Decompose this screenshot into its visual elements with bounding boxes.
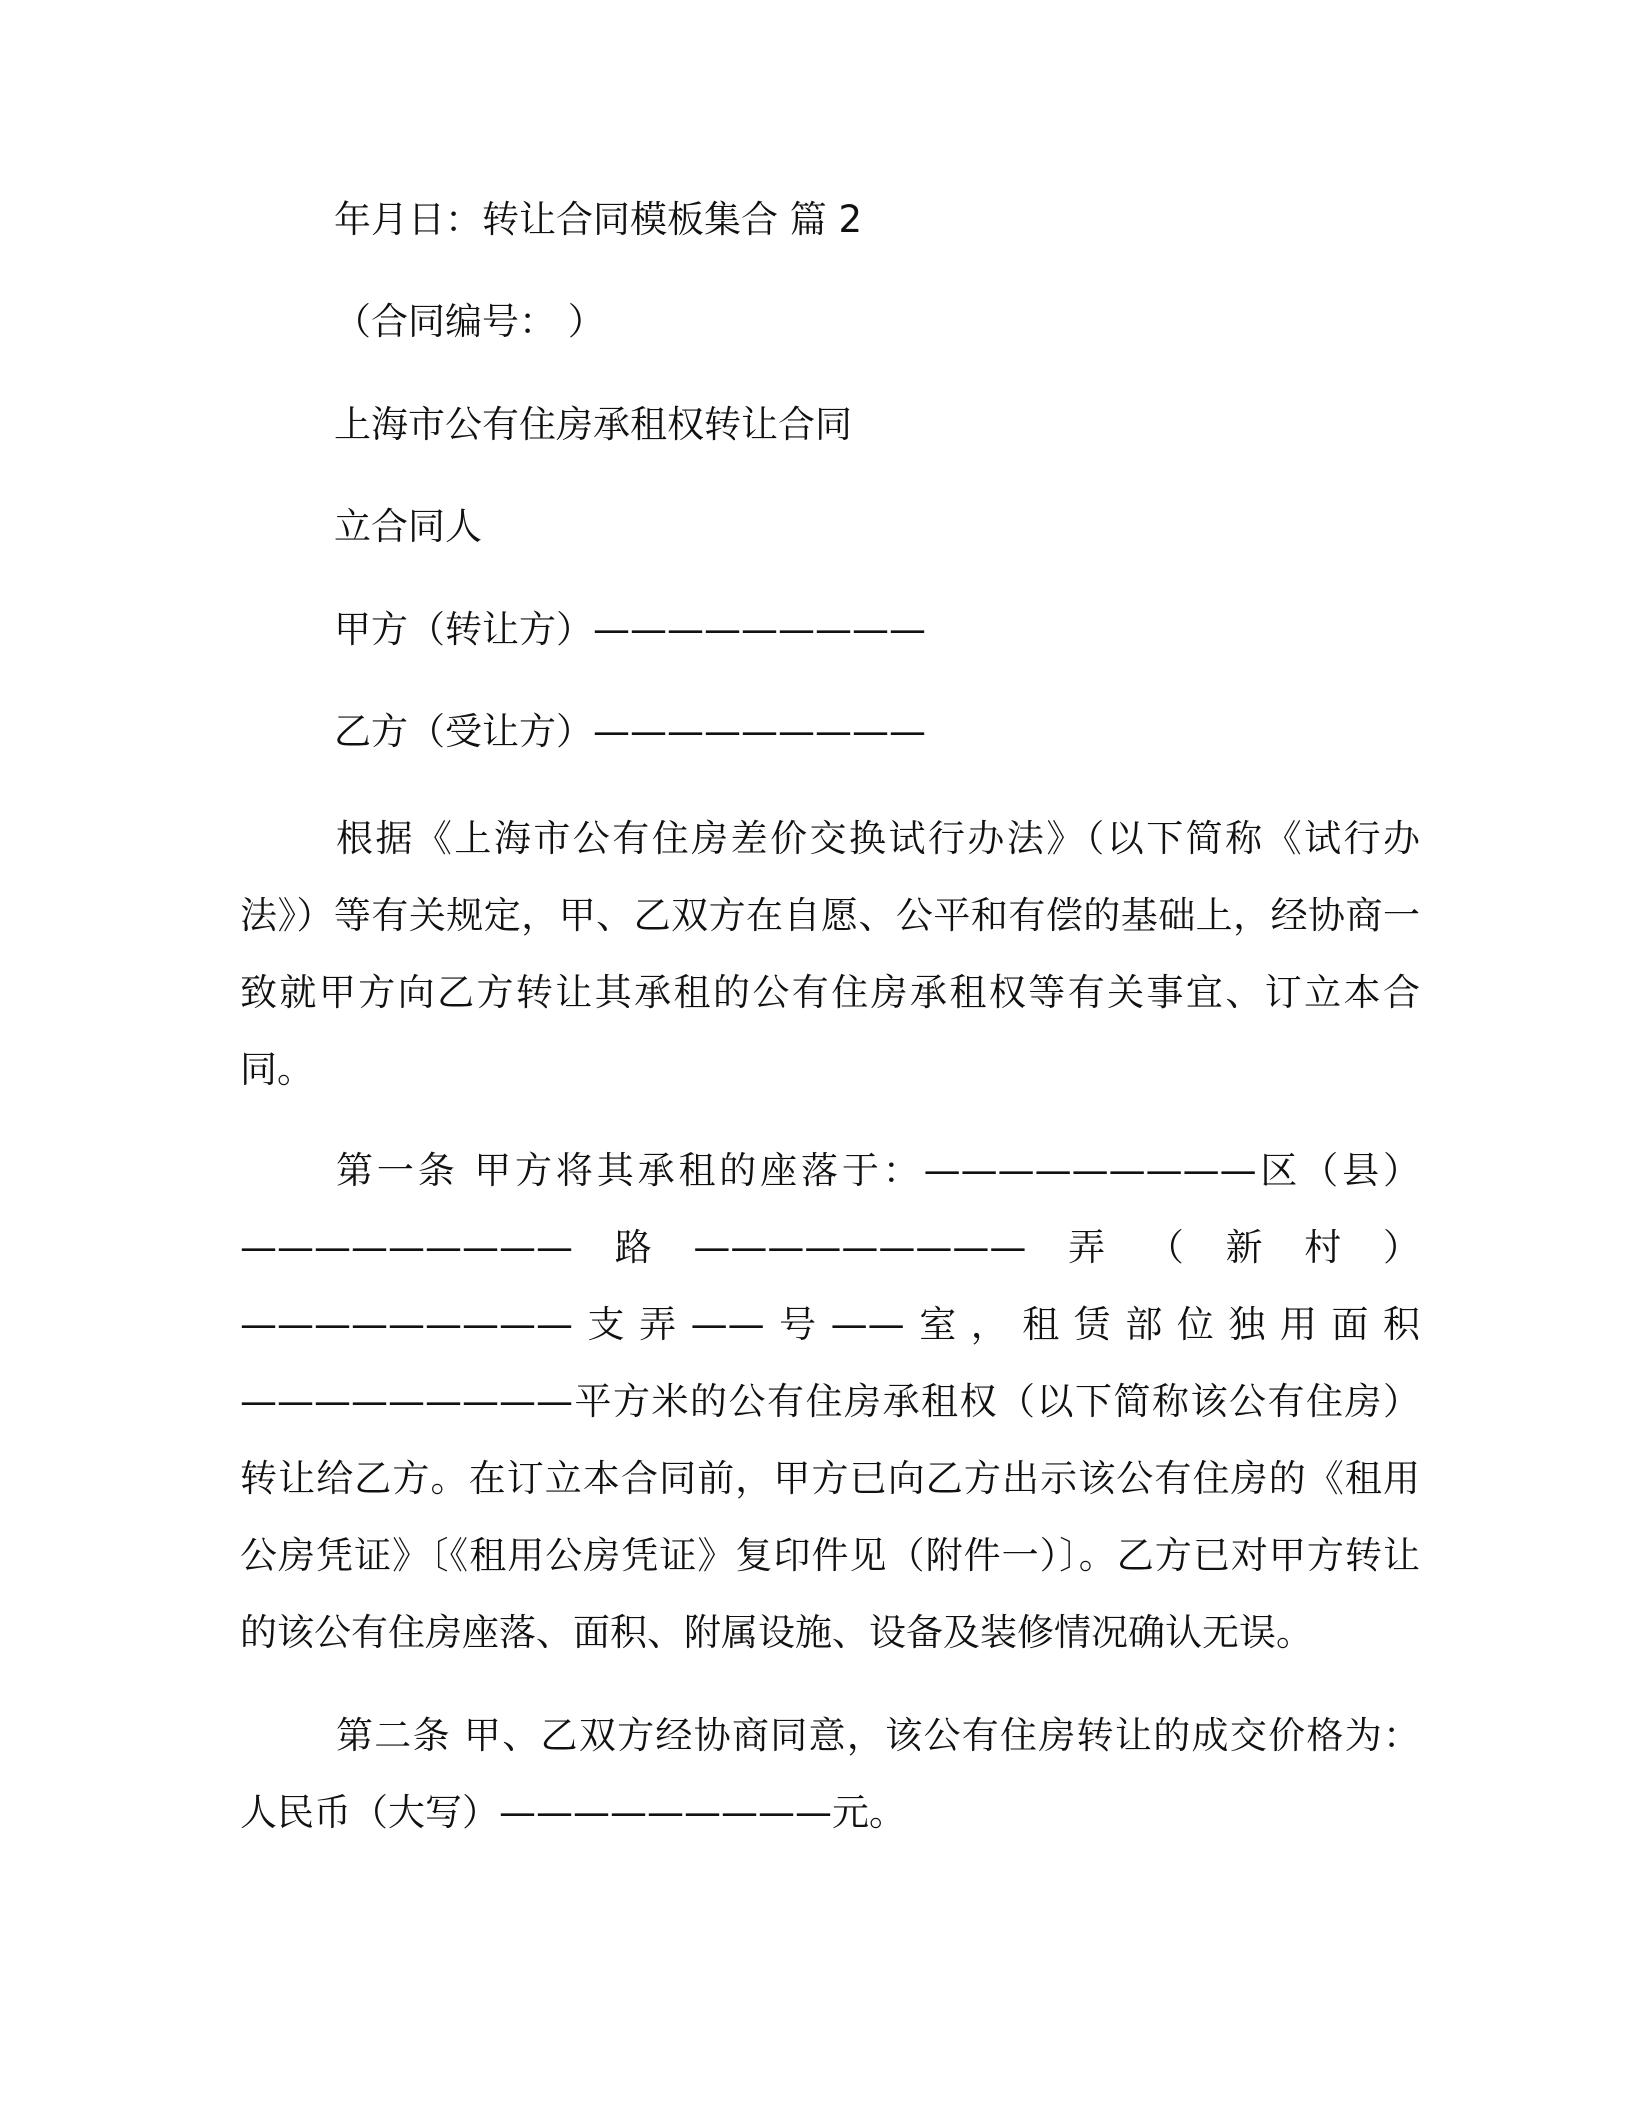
document-heading: 年月日：转让合同模板集合 篇 2 bbox=[334, 198, 863, 241]
contract-title: 上海市公有住房承租权转让合同 bbox=[334, 403, 852, 446]
party-a-line: 甲方（转让方）————————— bbox=[334, 608, 926, 651]
article-1-paragraph: 第一条 甲方将其承租的座落于：—————————区（县）—————————路—————————弄（新村）—————————支弄——号——室，租赁部位独用面积—————————平方米的公有住房承租权（以下简称该公有住房）转让给乙方。在订立本合同前，甲方已向乙方出示该公有住房的《租用公房凭证》〔《租用公房凭证》复印件见（附件一）〕。乙方已对甲方转让的该公有住房座落、面积、附属设施、设备及装修情况确认无误。 bbox=[240, 1149, 1420, 1654]
article-2-paragraph: 第二条 甲、乙双方经协商同意，该公有住房转让的成交价格为：人民币（大写）—————————元。 bbox=[240, 1714, 1420, 1834]
party-b-line: 乙方（受让方）————————— bbox=[334, 710, 926, 753]
parties-label: 立合同人 bbox=[334, 505, 482, 548]
contract-number: （合同编号： ） bbox=[334, 300, 605, 343]
preamble-paragraph: 根据《上海市公有住房差价交换试行办法》（以下简称《试行办法》）等有关规定，甲、乙双方在自愿、公平和有偿的基础上，经协商一致就甲方向乙方转让其承租的公有住房承租权等有关事宜、订立本合同。 bbox=[240, 817, 1420, 1091]
